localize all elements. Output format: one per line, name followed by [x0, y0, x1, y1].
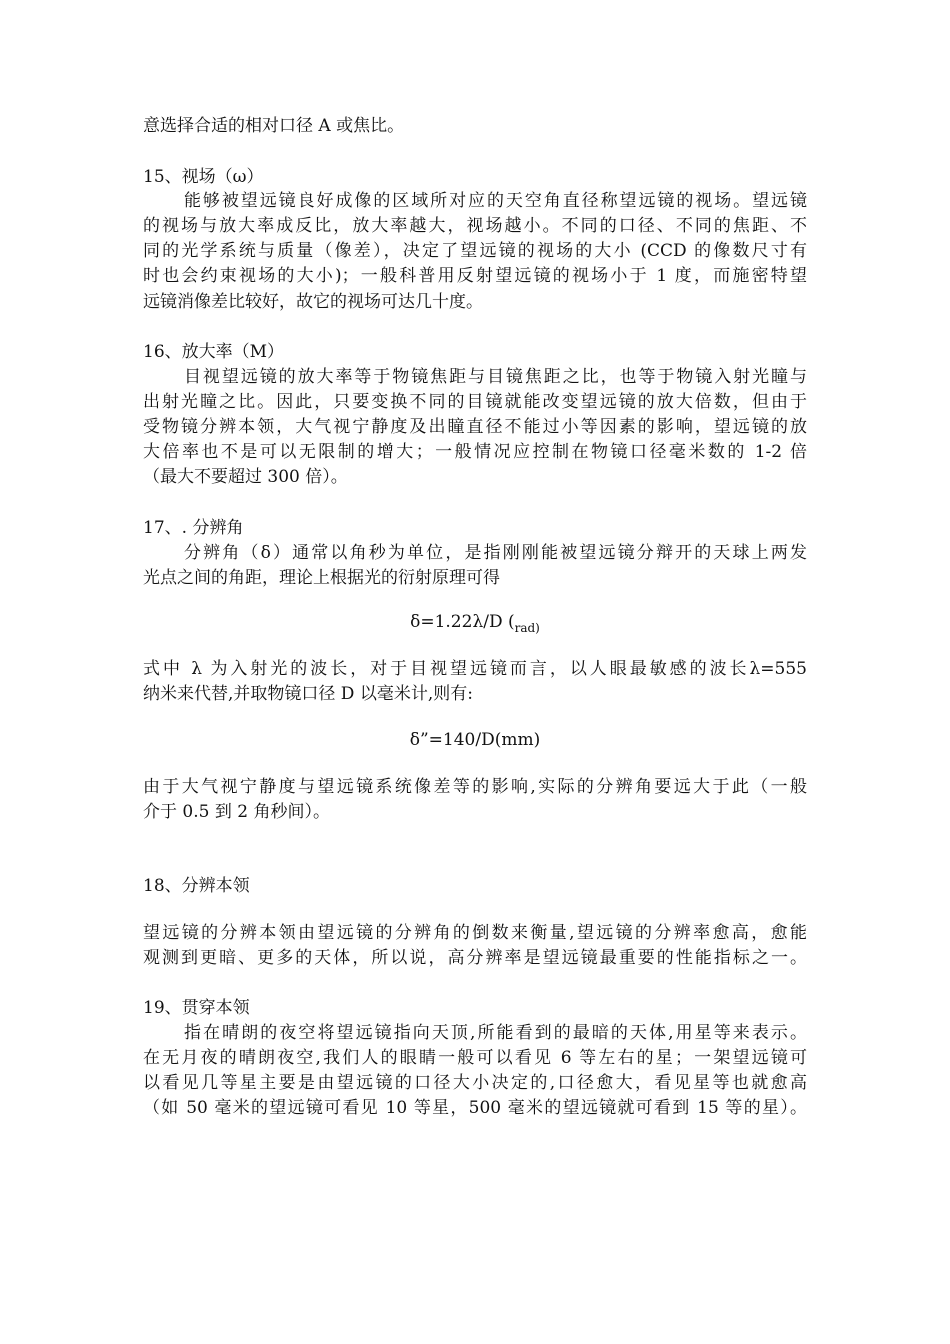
section-17-heading: 17、. 分辨角	[143, 518, 244, 538]
resolution-formula-main: δ=1.22λ/D (	[410, 612, 515, 632]
section-15-text-line: 远镜消像差比较好，故它的视场可达几十度。	[143, 292, 483, 312]
intro-line: 意选择合适的相对口径 A 或焦比。	[143, 116, 405, 136]
section-19-text-line: 在无月夜的晴朗夜空,我们人的眼睛一般可以看见 6 等左右的星；一架望远镜可	[143, 1048, 807, 1068]
section-19-text-line: 以看见几等星主要是由望远镜的口径大小决定的,口径愈大，看见星等也就愈高	[143, 1073, 807, 1093]
resolution-formula-subscript: rad)	[514, 621, 540, 635]
section-17-text-line: 式中 λ 为入射光的波长，对于目视望远镜而言，以人眼最敏感的波长λ=555	[143, 659, 807, 679]
section-16-text-line: 受物镜分辨本领，大气视宁静度及出瞳直径不能过小等因素的影响，望远镜的放	[143, 417, 807, 437]
arcsecond-formula: δ”=140/D(mm)	[409, 730, 541, 750]
section-18-heading: 18、分辨本领	[143, 876, 250, 896]
section-15-text-line: 时也会约束视场的大小)；一般科普用反射望远镜的视场小于 1 度，而施密特望	[143, 266, 807, 286]
section-15-text-line: 能够被望远镜良好成像的区域所对应的天空角直径称望远镜的视场。望远镜	[184, 191, 807, 211]
section-15-text-line: 的视场与放大率成反比，放大率越大，视场越小。不同的口径、不同的焦距、不	[143, 216, 807, 236]
section-19-heading: 19、贯穿本领	[143, 998, 250, 1018]
section-15-text-line: 同的光学系统与质量（像差），决定了望远镜的视场的大小 (CCD 的像数尺寸有	[143, 241, 807, 261]
section-17-text-line: 纳米来代替,并取物镜口径 D 以毫米计,则有:	[143, 684, 473, 704]
section-15-heading: 15、视场（ω）	[143, 167, 264, 187]
section-17-text-line: 分辨角（δ）通常以角秒为单位，是指刚刚能被望远镜分辩开的天球上两发	[184, 543, 807, 563]
section-16-heading: 16、放大率（M）	[143, 342, 285, 362]
section-16-text-line: 大倍率也不是可以无限制的增大；一般情况应控制在物镜口径毫米数的 1-2 倍	[143, 442, 807, 462]
section-19-text-line: （如 50 毫米的望远镜可看见 10 等星，500 毫米的望远镜就可看到 15 等的星）。	[143, 1098, 807, 1118]
section-18-text-line: 望远镜的分辨本领由望远镜的分辨角的倒数来衡量,望远镜的分辨率愈高，愈能	[143, 923, 807, 943]
section-18-text-line: 观测到更暗、更多的天体，所以说，高分辨率是望远镜最重要的性能指标之一。	[143, 948, 807, 968]
section-16-text-line: 出射光瞳之比。因此，只要变换不同的目镜就能改变望远镜的放大倍数，但由于	[143, 392, 807, 412]
resolution-formula	[0, 610, 950, 635]
section-16-text-line: （最大不要超过 300 倍）。	[143, 467, 348, 487]
section-17-text-line: 介于 0.5 到 2 角秒间）。	[143, 802, 330, 822]
section-17-text-line: 光点之间的角距，理论上根据光的衍射原理可得	[143, 568, 500, 588]
section-17-text-line: 由于大气视宁静度与望远镜系统像差等的影响,实际的分辨角要远大于此（一般	[143, 777, 807, 797]
section-19-text-line: 指在晴朗的夜空将望远镜指向天顶,所能看到的最暗的天体,用星等来表示。	[184, 1023, 807, 1043]
section-16-text-line: 目视望远镜的放大率等于物镜焦距与目镜焦距之比，也等于物镜入射光瞳与	[184, 367, 807, 387]
